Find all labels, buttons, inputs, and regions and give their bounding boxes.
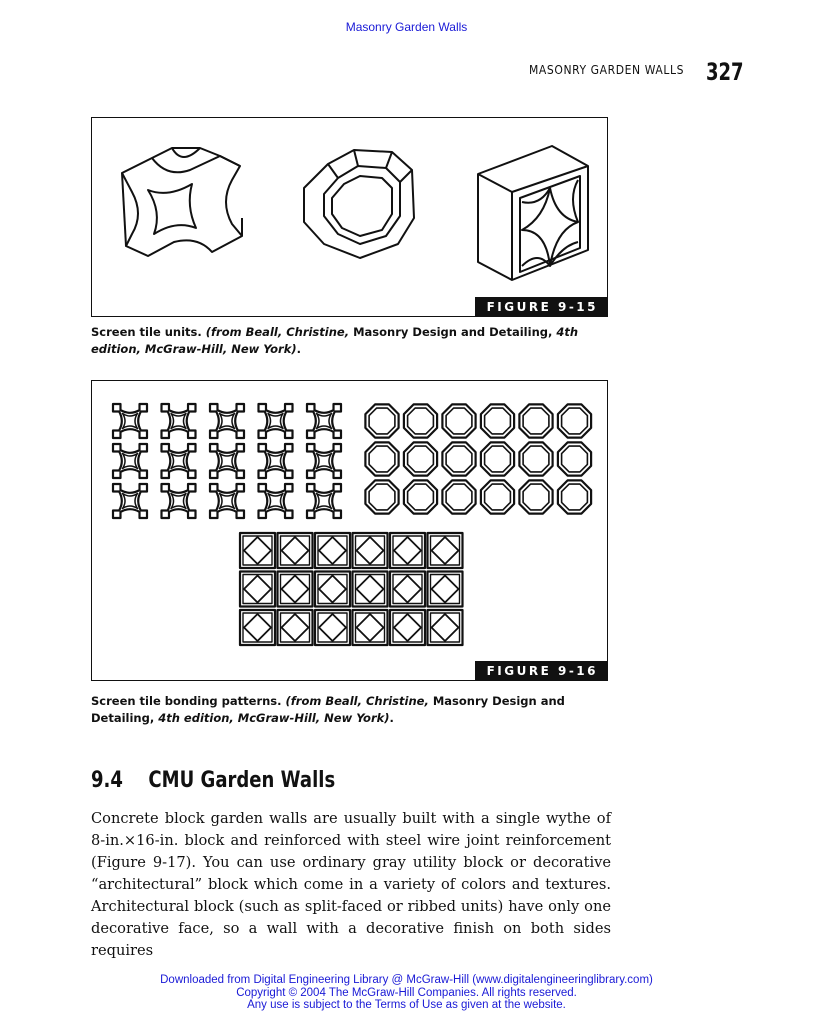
octagon-tile bbox=[365, 404, 398, 437]
square-tile-inner bbox=[356, 575, 385, 604]
square-tile-inner bbox=[318, 575, 347, 604]
caption-lead: Screen tile bonding patterns. bbox=[91, 694, 282, 708]
octagon-tile-opening bbox=[369, 484, 395, 510]
square-tile-diamond bbox=[357, 576, 384, 603]
running-head: MASONRY GARDEN WALLS bbox=[529, 63, 685, 77]
cross-tile bbox=[113, 484, 147, 518]
cross-tile-opening bbox=[268, 414, 283, 429]
caption-lead: Screen tile units. bbox=[91, 325, 202, 339]
square-tile-diamond bbox=[394, 576, 421, 603]
square-tile-inner bbox=[356, 536, 385, 565]
footer bbox=[0, 974, 813, 1012]
octagon-tile bbox=[558, 442, 591, 475]
octagon-tile bbox=[558, 480, 591, 513]
caption-book-title: Masonry Design and Detailing, bbox=[353, 325, 553, 339]
octagon-tile-opening bbox=[369, 408, 395, 434]
octagon-tile-opening bbox=[408, 408, 434, 434]
cross-tile bbox=[162, 484, 196, 518]
octagon-tile-opening bbox=[523, 408, 549, 434]
figure-9-16 bbox=[91, 380, 608, 681]
section-number: 9.4 bbox=[91, 768, 123, 793]
square-tile-inner bbox=[431, 613, 460, 642]
figure-caption bbox=[91, 324, 609, 358]
square-tile-diamond bbox=[244, 537, 271, 564]
square-tile-diamond bbox=[432, 537, 459, 564]
square-tile-diamond bbox=[394, 614, 421, 641]
cross-tile-opening bbox=[220, 494, 235, 509]
square-tile-diamond bbox=[244, 614, 271, 641]
octagon-tile bbox=[442, 480, 475, 513]
cross-tile-opening bbox=[171, 494, 186, 509]
figure-caption bbox=[91, 693, 609, 727]
square-tile-diamond bbox=[282, 614, 309, 641]
octagon-tile bbox=[365, 480, 398, 513]
cross-tile bbox=[162, 444, 196, 478]
figure-9-15 bbox=[91, 117, 608, 317]
octagon-tile bbox=[519, 480, 552, 513]
cross-tile-opening bbox=[123, 454, 138, 469]
cross-tile-opening bbox=[268, 494, 283, 509]
footer-terms-line[interactable]: Any use is subject to the Terms of Use as given at the website. bbox=[247, 999, 566, 1011]
octagon-tile-opening bbox=[485, 484, 511, 510]
cross-tile bbox=[259, 444, 293, 478]
octagon-tile-opening bbox=[562, 408, 588, 434]
cross-tile-opening bbox=[171, 414, 186, 429]
square-tile-inner bbox=[281, 536, 310, 565]
cross-tile-opening bbox=[317, 414, 332, 429]
section-heading bbox=[91, 768, 335, 793]
square-tile-inner bbox=[393, 575, 422, 604]
square-tile-inner bbox=[431, 536, 460, 565]
square-tile-inner bbox=[281, 575, 310, 604]
cross-tile-opening bbox=[317, 494, 332, 509]
cross-tile bbox=[210, 484, 244, 518]
caption-source: (from Beall, Christine, bbox=[205, 325, 350, 339]
cross-tile-unit bbox=[122, 148, 242, 256]
caption-edition: 4th edition, McGraw-Hill, New York) bbox=[158, 711, 390, 725]
square-tile-diamond bbox=[319, 537, 346, 564]
square-tile-inner bbox=[356, 613, 385, 642]
cross-tile bbox=[259, 404, 293, 438]
octagon-tile-opening bbox=[523, 446, 549, 472]
square-tile-diamond bbox=[319, 576, 346, 603]
square-tile-inner bbox=[318, 536, 347, 565]
octagon-tile-opening bbox=[562, 446, 588, 472]
cross-tile-opening bbox=[268, 454, 283, 469]
caption-source: (from Beall, Christine, bbox=[285, 694, 429, 708]
cross-tile-opening bbox=[220, 414, 235, 429]
octagon-tile bbox=[558, 404, 591, 437]
octagon-tile bbox=[481, 480, 514, 513]
square-tile-inner bbox=[393, 613, 422, 642]
square-tile-inner bbox=[243, 613, 272, 642]
octagon-tile-unit bbox=[304, 150, 414, 258]
octagon-tile bbox=[404, 480, 437, 513]
screen-tile-units-drawing bbox=[92, 118, 609, 318]
octagon-tile-opening bbox=[523, 484, 549, 510]
cross-tile bbox=[307, 444, 341, 478]
octagon-tile-opening bbox=[369, 446, 395, 472]
figure-label: FIGURE 9-16 bbox=[475, 661, 608, 681]
figure-label: FIGURE 9-15 bbox=[475, 297, 608, 317]
cross-tile-opening bbox=[220, 454, 235, 469]
square-tile-inner bbox=[243, 536, 272, 565]
square-tile-diamond bbox=[282, 537, 309, 564]
cross-tile-opening bbox=[317, 454, 332, 469]
square-tile-inner bbox=[281, 613, 310, 642]
octagon-tile bbox=[404, 442, 437, 475]
caption-period: . bbox=[296, 342, 301, 356]
footer-copyright-line: Copyright © 2004 The McGraw-Hill Companies. All rights reserved. bbox=[236, 986, 577, 999]
cross-tile bbox=[113, 404, 147, 438]
section-title: CMU Garden Walls bbox=[148, 768, 336, 793]
octagon-tile bbox=[365, 442, 398, 475]
square-tile-inner bbox=[393, 536, 422, 565]
square-tile-inner bbox=[243, 575, 272, 604]
octagon-tile bbox=[481, 442, 514, 475]
cross-tile bbox=[210, 444, 244, 478]
square-tile-diamond bbox=[432, 614, 459, 641]
header-link[interactable]: Masonry Garden Walls bbox=[345, 20, 468, 34]
cross-tile-opening bbox=[123, 494, 138, 509]
octagon-tile bbox=[404, 404, 437, 437]
octagon-tile-opening bbox=[446, 408, 472, 434]
octagon-tile bbox=[519, 404, 552, 437]
cross-tile bbox=[259, 484, 293, 518]
square-tile-diamond bbox=[357, 537, 384, 564]
octagon-tile-opening bbox=[485, 408, 511, 434]
cross-tile-opening bbox=[123, 414, 138, 429]
octagon-tile bbox=[519, 442, 552, 475]
square-tile-inner bbox=[318, 613, 347, 642]
square-tile-diamond bbox=[244, 576, 271, 603]
square-tile-diamond bbox=[357, 614, 384, 641]
cross-tile bbox=[307, 484, 341, 518]
octagon-tile-opening bbox=[408, 484, 434, 510]
octagon-tile bbox=[442, 442, 475, 475]
footer-download-line[interactable]: Downloaded from Digital Engineering Library @ McGraw-Hill (www.digitalengineeringlibrary.com) bbox=[160, 974, 653, 986]
square-tile-diamond bbox=[282, 576, 309, 603]
bonding-patterns-drawing bbox=[92, 381, 609, 682]
cross-tile bbox=[113, 444, 147, 478]
octagon-tile-opening bbox=[485, 446, 511, 472]
octagon-tile-opening bbox=[446, 484, 472, 510]
square-tile-unit bbox=[478, 146, 588, 280]
body-paragraph: Concrete block garden walls are usually built with a single wythe of 8-in.×16-in. block and reinforced with steel wire joint reinforcement (Figure 9-17). You can use ordinary gray utility block or decorative “architectural” block which come in a variety of colors and textures. Architectural block (such as split-faced or ribbed units) have only one decorative face, so a wall with a decorative finish on both sides requires bbox=[91, 810, 611, 959]
square-tile-inner bbox=[431, 575, 460, 604]
cross-tile bbox=[210, 404, 244, 438]
octagon-tile-opening bbox=[446, 446, 472, 472]
square-tile-diamond bbox=[394, 537, 421, 564]
octagon-tile bbox=[481, 404, 514, 437]
square-tile-diamond bbox=[432, 576, 459, 603]
octagon-tile-opening bbox=[562, 484, 588, 510]
octagon-tile-opening bbox=[408, 446, 434, 472]
cross-tile bbox=[162, 404, 196, 438]
caption-period: . bbox=[389, 711, 394, 725]
octagon-tile bbox=[442, 404, 475, 437]
cross-tile bbox=[307, 404, 341, 438]
cross-tile-opening bbox=[171, 454, 186, 469]
caption-book-title: Masonry Design and Detailing, bbox=[91, 694, 565, 725]
square-tile-diamond bbox=[319, 614, 346, 641]
caption-edition: 4th edition, McGraw-Hill, New York) bbox=[91, 325, 579, 356]
page-number: 327 bbox=[706, 58, 744, 86]
